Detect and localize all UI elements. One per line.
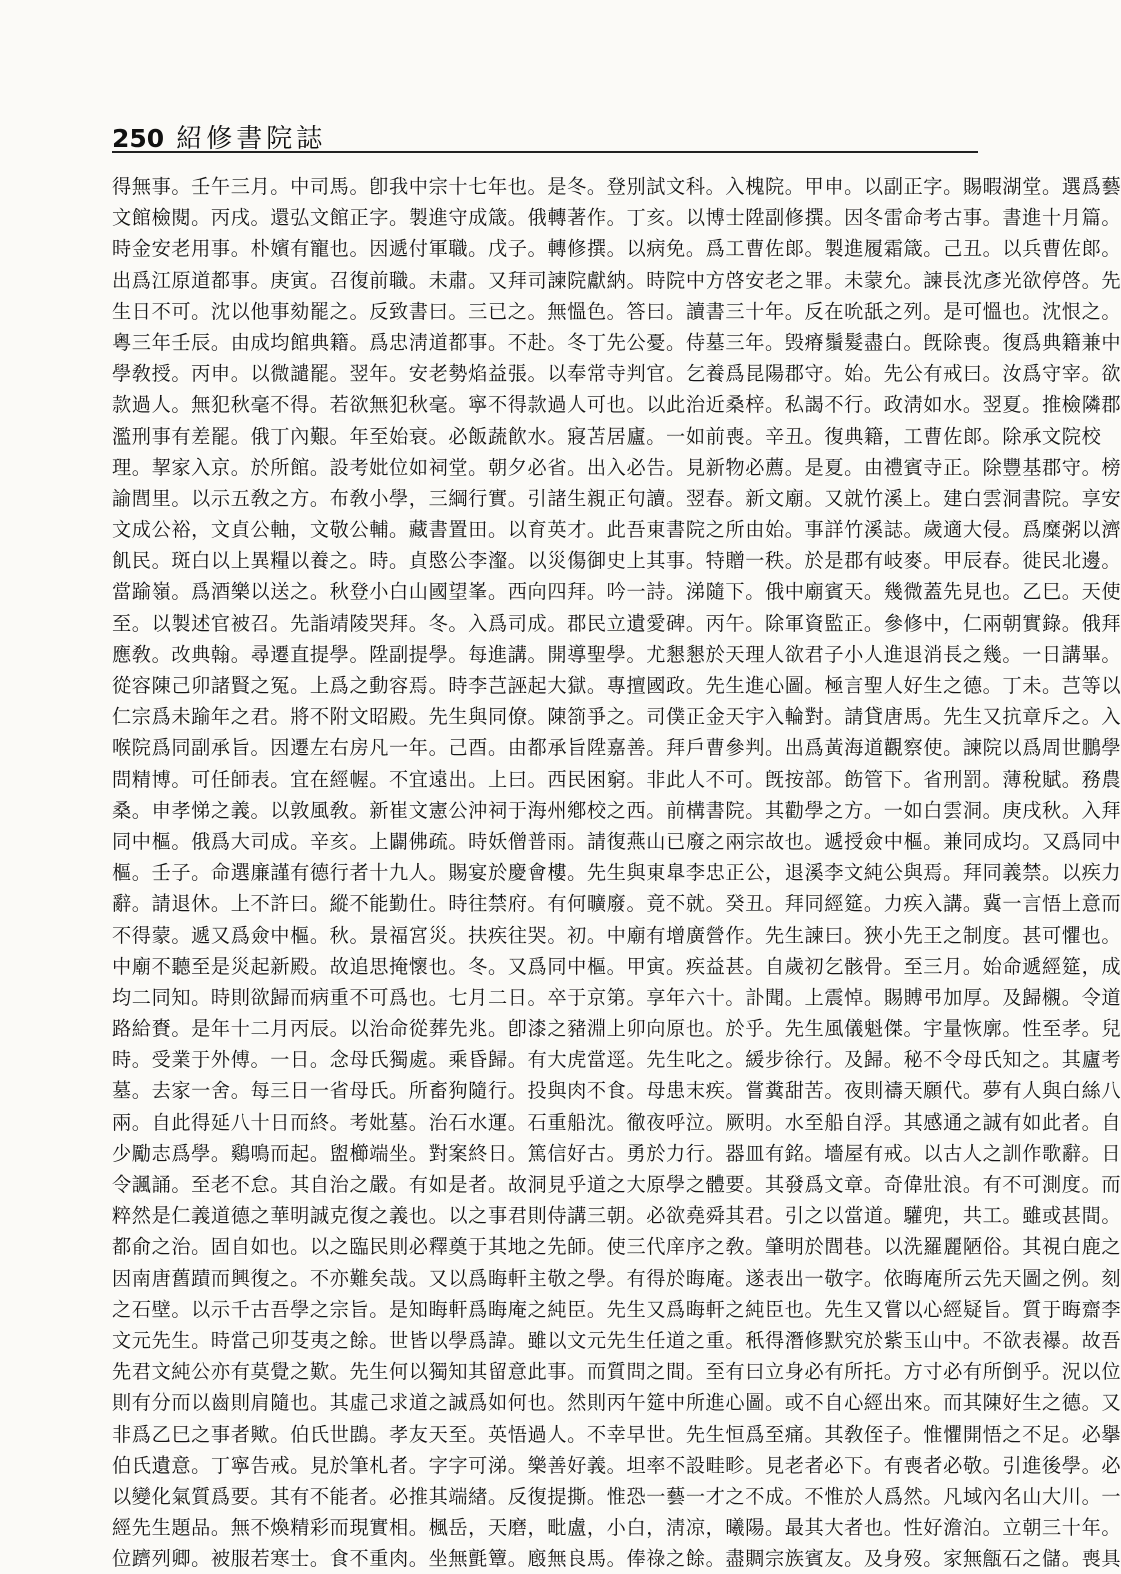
text-line: 少勵志爲學。鷄鳴而起。盥櫛端坐。對案終日。篤信好古。勇於力行。器皿有銘。墻屋有戒。以古人之訓作歌辭。日 — [112, 1141, 1121, 1165]
text-line: 非爲乙巳之事者歟。伯氏世鵾。孝友天至。英悟過人。不幸早世。先生恒爲至痛。其敎侄子。惟懼開悟之不足。必擧 — [112, 1422, 1121, 1446]
body-text — [112, 171, 1121, 1574]
text-line: 路給賚。是年十二月丙辰。以治命從葬先兆。卽漆之豬淵上卯向原也。於乎。先生風儀魁傑。宇量恢廓。性至孝。兒 — [112, 1017, 1121, 1041]
text-line: 因南唐舊蹟而興復之。不亦難矣哉。又以爲晦軒主敬之學。有得於晦庵。遂表出一敬字。依晦庵所云先天圖之例。刻 — [112, 1266, 1121, 1290]
text-line: 辭。請退休。上不許曰。縱不能勤仕。時往禁府。有何曠廢。竟不就。癸丑。拜同經筵。力疾入講。冀一言悟上意而 — [112, 892, 1121, 916]
text-line: 諭閭里。以示五敎之方。布敎小學，三綱行實。引諸生親正句讀。翌春。新文廟。又就竹溪上。建白雲洞書院。享安 — [112, 486, 1121, 510]
text-line: 理。挈家入京。於所館。設考妣位如祠堂。朝夕必省。出入必告。見新物必薦。是夏。由禮賓寺正。除豐基郡守。榜 — [112, 455, 1121, 479]
text-line: 粹然是仁義道德之華明誠克復之義也。以之事君則侍講三朝。必欲堯舜其君。引之以當道。驩兜，共工。雖或甚間。 — [112, 1204, 1121, 1228]
text-line: 仁宗爲未踰年之君。將不附文昭殿。先生與同僚。陳箚爭之。司僕正金天宇入輪對。請貸唐馬。先生又抗章斥之。入 — [112, 705, 1121, 729]
text-line: 中廟不聽至是災起新殿。故追思掩懷也。冬。又爲同中樞。甲寅。疾益甚。自歲初乞骸骨。至三月。始命遞經筵，成 — [112, 954, 1121, 978]
text-line: 粵三年壬辰。由成均館典籍。爲忠淸道都事。不赴。冬丁先公憂。侍墓三年。毁瘠鬚髮盡白。旣除喪。復爲典籍兼中 — [112, 330, 1121, 354]
text-line: 均二同知。時則欲歸而病重不可爲也。七月二日。卒于京第。享年六十。訃聞。上震悼。賜賻弔加厚。及歸櫬。令道 — [112, 985, 1121, 1009]
text-line: 則有分而以齒則肩隨也。其虛己求道之誠爲如何也。然則丙午筵中所進心圖。或不自心經出來。而其陳好生之德。又 — [112, 1391, 1121, 1415]
header-rule — [112, 151, 978, 153]
text-line: 從容陳己卯諸賢之冤。上爲之動容焉。時李芑誣起大獄。專擅國政。先生進心圖。極言聖人好生之德。丁未。芑等以 — [112, 674, 1121, 697]
text-line: 位躋列卿。被服若寒士。食不重肉。坐無氈簟。廏無良馬。俸祿之餘。盡賙宗族賓友。及身歿。家無甔石之儲。喪具 — [112, 1547, 1121, 1571]
text-line: 時金安老用事。朴嬪有寵也。因遞付軍職。戊子。轉修撰。以病免。爲工曹佐郞。製進履霜箴。己丑。以兵曹佐郞。 — [112, 237, 1121, 261]
text-line: 經先生題品。無不煥精彩而現實相。楓岳，天磨，毗盧，小白，淸凉，曦陽。最其大者也。性好澹泊。立朝三十年。 — [112, 1516, 1121, 1540]
text-line: 濫刑事有差罷。俄丁內艱。年至始衰。必飯蔬飮水。寢苫居廬。一如前喪。辛丑。復典籍，工曹佐郞。除承文院校 — [112, 424, 1102, 448]
text-line: 先君文純公亦有莫覺之歎。先生何以獨知其留意此事。而質問之間。至有曰立身必有所托。方寸必有所倒乎。況以位 — [112, 1360, 1121, 1384]
text-line: 之石壁。以示千古吾學之宗旨。是知晦軒爲晦庵之純臣。先生又爲晦軒之純臣也。先生又嘗以心經疑旨。質于晦齋李 — [112, 1297, 1121, 1321]
text-line: 都俞之治。固自如也。以之臨民則必釋奠于其地之先師。使三代庠序之敎。肇明於閭巷。以洗羅麗陋俗。其視白鹿之 — [112, 1235, 1121, 1259]
text-line: 當踰嶺。爲酒樂以送之。秋登小白山國望峯。西向四拜。吟一詩。涕隨下。俄中廟賓天。幾微蓋先見也。乙巳。天使 — [112, 580, 1121, 604]
text-line: 文成公裕，文貞公軸，文敬公輔。藏書置田。以育英才。此吾東書院之所由始。事詳竹溪誌。歲適大侵。爲糜粥以濟 — [112, 518, 1121, 542]
text-line: 款過人。無犯秋毫不得。若欲無犯秋毫。寧不得款過人可也。以此治近桑梓。私謁不行。政淸如水。翌夏。推檢隣郡 — [112, 393, 1121, 417]
text-line: 文元先生。時當己卯芟夷之餘。世皆以學爲諱。雖以文元先生任道之重。秖得潛修默究於紫玉山中。不欲表襮。故吾 — [112, 1328, 1121, 1352]
text-line: 樞。壬子。命選廉謹有德行者十九人。賜宴於慶會樓。先生與東臯李忠正公，退溪李文純公與焉。拜同義禁。以疾力 — [112, 861, 1121, 885]
text-line: 飢民。斑白以上異糧以養之。時。貞愍公李瀣。以災傷御史上其事。特贈一秩。於是郡有岐麥。甲辰春。徙民北邊。 — [112, 549, 1121, 573]
page-number: 250 — [112, 124, 165, 153]
text-line: 以變化氣質爲要。其有不能者。必推其端緖。反復提撕。惟恐一藝一才之不成。不惟於人爲然。凡域內名山大川。一 — [112, 1484, 1121, 1508]
text-line: 同中樞。俄爲大司成。辛亥。上闢佛疏。時妖僧普雨。請復燕山已廢之兩宗故也。遞授僉中樞。兼同成均。又爲同中 — [112, 829, 1121, 853]
text-line: 墓。去家一舍。每三日一省母氏。所畜狗隨行。投與肉不食。母患末疾。嘗糞甜苦。夜則禱天願代。夢有人與白絲八 — [112, 1079, 1121, 1103]
text-line: 令諷誦。至老不怠。其自治之嚴。有如是者。故洞見乎道之大原學之體要。其發爲文章。奇偉壯浪。有不可測度。而 — [112, 1173, 1121, 1196]
text-line: 時。受業于外傅。一日。念母氏獨處。乘昏歸。有大虎當逕。先生叱之。緩步徐行。及歸。秘不令母氏知之。其廬考 — [112, 1048, 1121, 1072]
running-header — [112, 118, 978, 155]
text-line: 桑。申孝悌之義。以敦風敎。新崔文憲公沖祠于海州鄕校之西。前構書院。其勸學之方。一如白雲洞。庚戌秋。入拜 — [112, 798, 1121, 822]
text-line: 問精博。可任師表。宜在經幄。不宜遠出。上曰。西民困窮。非此人不可。旣按部。飭管下。省刑罰。薄稅賦。務農 — [112, 767, 1121, 791]
text-line: 至。以製述官被召。先詣靖陵哭拜。冬。入爲司成。郡民立遺愛碑。丙午。除軍資監正。參修中，仁兩朝實錄。俄拜 — [112, 611, 1121, 635]
text-line: 生日不可。沈以他事劾罷之。反致書曰。三已之。無慍色。答曰。讀書三十年。反在吮舐之列。是可慍也。沈恨之。 — [112, 299, 1121, 323]
text-line: 不得蒙。遞又爲僉中樞。秋。景福宮災。扶疾往哭。初。中廟有增廣營作。先生諫曰。狹小先王之制度。甚可懼也。 — [112, 923, 1121, 947]
text-line: 兩。自此得延八十日而終。考妣墓。治石水運。石重船沈。徹夜呼泣。厥明。水至船自浮。其感通之誠有如此者。自 — [112, 1110, 1121, 1134]
text-line: 學敎授。丙申。以微譴罷。翌年。安老勢焰益張。以奉常寺判官。乞養爲昆陽郡守。始。先公有戒曰。汝爲守宰。欲 — [112, 362, 1121, 386]
text-line: 應敎。改典翰。尋遷直提學。陞副提學。每進講。開導聖學。尤懇懇於天理人欲君子小人進退消長之幾。一日講畢。 — [112, 642, 1121, 666]
text-line: 得無事。壬午三月。中司馬。卽我中宗十七年也。是冬。登別試文科。入槐院。甲申。以副正字。賜暇湖堂。選爲藝 — [112, 175, 1121, 198]
text-line: 文館檢閱。丙戌。還弘文館正字。製進守成箴。俄轉著作。丁亥。以博士陞副修撰。因冬雷命考古事。書進十月篇。 — [112, 206, 1121, 230]
text-line: 出爲江原道都事。庚寅。召復前職。未肅。又拜司諫院獻納。時院中方啓安老之罪。未蒙允。諫長沈彥光欲停啓。先 — [112, 268, 1121, 292]
book-title: 紹修書院誌 — [176, 124, 327, 154]
text-line: 伯氏遺意。丁寧告戒。見於筆札者。字字可涕。樂善好義。坦率不設畦畛。見老者必下。有喪者必敬。引進後學。必 — [112, 1453, 1121, 1477]
text-line: 喉院爲同副承旨。因遷左右房凡一年。己酉。由都承旨陞嘉善。拜戶曹參判。出爲黃海道觀察使。諫院以爲周世鵬學 — [112, 736, 1121, 760]
